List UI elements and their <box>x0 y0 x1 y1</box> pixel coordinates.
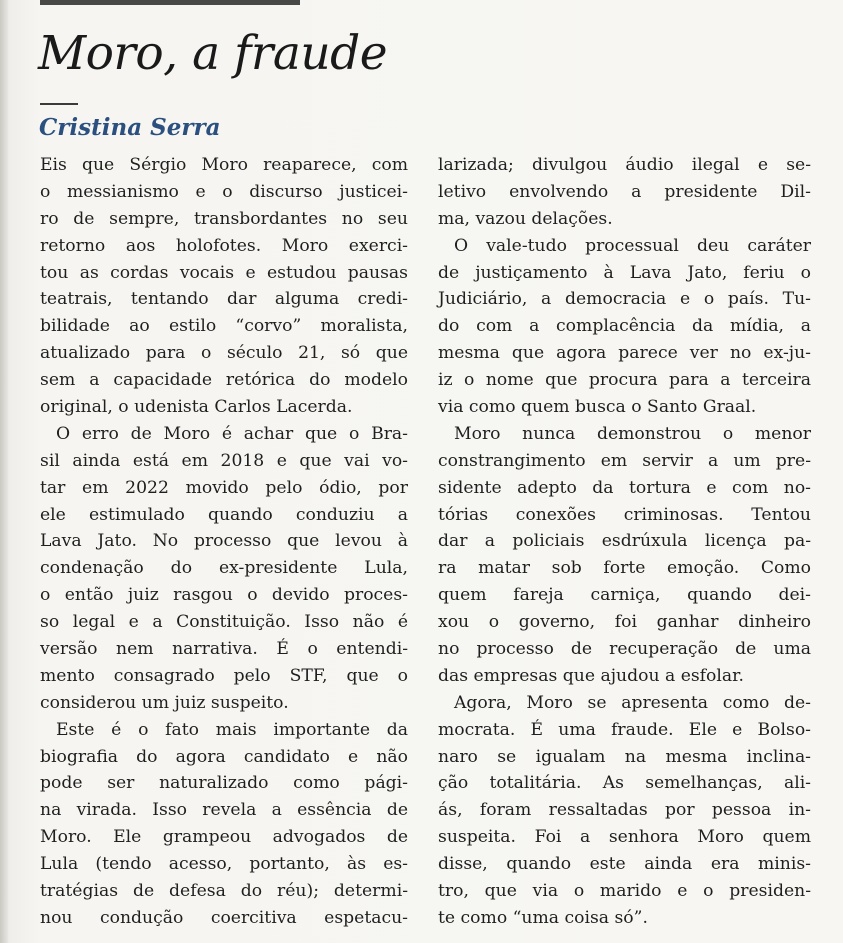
article-text-line: mocrata. É uma fraude. Ele e Bolso- <box>438 719 811 740</box>
article-text-line: letivo envolvendo a presidente Dil- <box>438 181 811 202</box>
article-text-line: ra matar sob forte emoção. Como <box>438 558 811 579</box>
article-text-line: tro, que via o marido e o presiden- <box>438 881 811 902</box>
article-text-line: Agora, Moro se apresenta como de- <box>454 692 811 713</box>
article-text-line: Este é o fato mais importante da <box>56 719 408 740</box>
article-text-line: iz o nome que procura para a terceira <box>438 370 811 391</box>
article-text-line: o messianismo e o discurso justicei- <box>40 181 408 202</box>
article-text-line: teatrais, tentando dar alguma credi- <box>40 289 408 310</box>
article-text-line: Moro. Ele grampeou advogados de <box>40 827 408 848</box>
article-text-line: condenação do ex-presidente Lula, <box>40 558 408 579</box>
article-column-left <box>40 152 408 932</box>
article-text-line: das empresas que ajudou a esfolar. <box>438 665 744 686</box>
top-edge-remnant <box>40 0 300 13</box>
article-text-line: tratégias de defesa do réu); determi- <box>40 881 408 902</box>
article-text-line: no processo de recuperação de uma <box>438 639 811 660</box>
article-text-line: via como quem busca o Santo Graal. <box>438 397 757 418</box>
article-text-line: retorno aos holofotes. Moro exerci- <box>40 235 408 256</box>
article-text-line: suspeita. Foi a senhora Moro quem <box>438 827 811 848</box>
article-text-line: constrangimento em servir a um pre- <box>438 450 811 471</box>
article-text-line: naro se igualam na mesma inclina- <box>438 746 811 767</box>
article-text-line: ção totalitária. As semelhanças, ali- <box>438 773 811 794</box>
article-text-line: disse, quando este ainda era minis- <box>438 854 811 875</box>
article-text-line: so legal e a Constituição. Isso não é <box>40 612 408 633</box>
article-text-line: Moro nunca demonstrou o menor <box>454 423 811 444</box>
article-text-line: pode ser naturalizado como pági- <box>40 773 408 794</box>
article-text-line: atualizado para o século 21, só que <box>40 343 408 364</box>
page-edge-shadow <box>0 0 8 943</box>
article-text-line: original, o udenista Carlos Lacerda. <box>40 397 353 418</box>
article-text-line: ma, vazou delações. <box>438 208 613 229</box>
article-text-line: xou o governo, foi ganhar dinheiro <box>438 612 811 633</box>
article-text-line: na virada. Isso revela a essência de <box>40 800 408 821</box>
article-text-line: sidente adepto da tortura e com no- <box>438 477 811 498</box>
article-text-line: considerou um juiz suspeito. <box>40 692 289 713</box>
article-text-line: larizada; divulgou áudio ilegal e se- <box>438 155 811 175</box>
article-text-line: tar em 2022 movido pelo ódio, por <box>40 477 408 498</box>
article-text-line: O erro de Moro é achar que o Bra- <box>56 423 408 444</box>
article-text-line: tórias conexões criminosas. Tentou <box>438 504 811 525</box>
article-text-line: versão nem narrativa. É o entendi- <box>40 639 408 660</box>
article-text-line: ele estimulado quando conduziu a <box>40 504 408 525</box>
article-column-right <box>438 152 811 932</box>
article-text-line: dar a policiais esdrúxula licença pa- <box>438 531 811 552</box>
article-text-line: bilidade ao estilo “corvo” moralista, <box>40 316 408 337</box>
article-text-line: nou condução coercitiva espetacu- <box>40 907 408 928</box>
article-text-line: quem fareja carniça, quando dei- <box>438 585 811 606</box>
article-text-line: Eis que Sérgio Moro reaparece, com <box>40 155 408 175</box>
article-text-line: biografia do agora candidato e não <box>40 746 408 767</box>
article-text-line: o então juiz rasgou o devido proces- <box>40 585 408 606</box>
article-text-line: de justiçamento à Lava Jato, feriu o <box>438 262 811 283</box>
article-text-line: ro de sempre, transbordantes no seu <box>40 208 408 229</box>
article-text-line: Lula (tendo acesso, portanto, às es- <box>40 854 408 875</box>
article-text-line: ás, foram ressaltadas por pessoa in- <box>438 800 811 821</box>
article-text-line: mento consagrado pelo STF, que o <box>40 665 408 686</box>
article-text-line: Judiciário, a democracia e o país. Tu- <box>438 289 811 310</box>
article-text-line: O vale-tudo processual deu caráter <box>454 235 811 256</box>
article-text-line: do com a complacência da mídia, a <box>438 316 811 337</box>
article-text-line: te como “uma coisa só”. <box>438 907 648 928</box>
article-text-line: mesma que agora parece ver no ex-ju- <box>438 343 811 364</box>
article-text-line: sem a capacidade retórica do modelo <box>40 370 408 391</box>
article-text-line: Lava Jato. No processo que levou à <box>40 531 408 552</box>
author-byline: Cristina Serra <box>39 114 221 141</box>
article-text-line: tou as cordas vocais e estudou pausas <box>40 262 408 283</box>
article-title: Moro, a fraude <box>38 26 388 81</box>
article-text-line: sil ainda está em 2018 e que vai vo- <box>40 450 408 471</box>
title-divider <box>40 103 78 105</box>
